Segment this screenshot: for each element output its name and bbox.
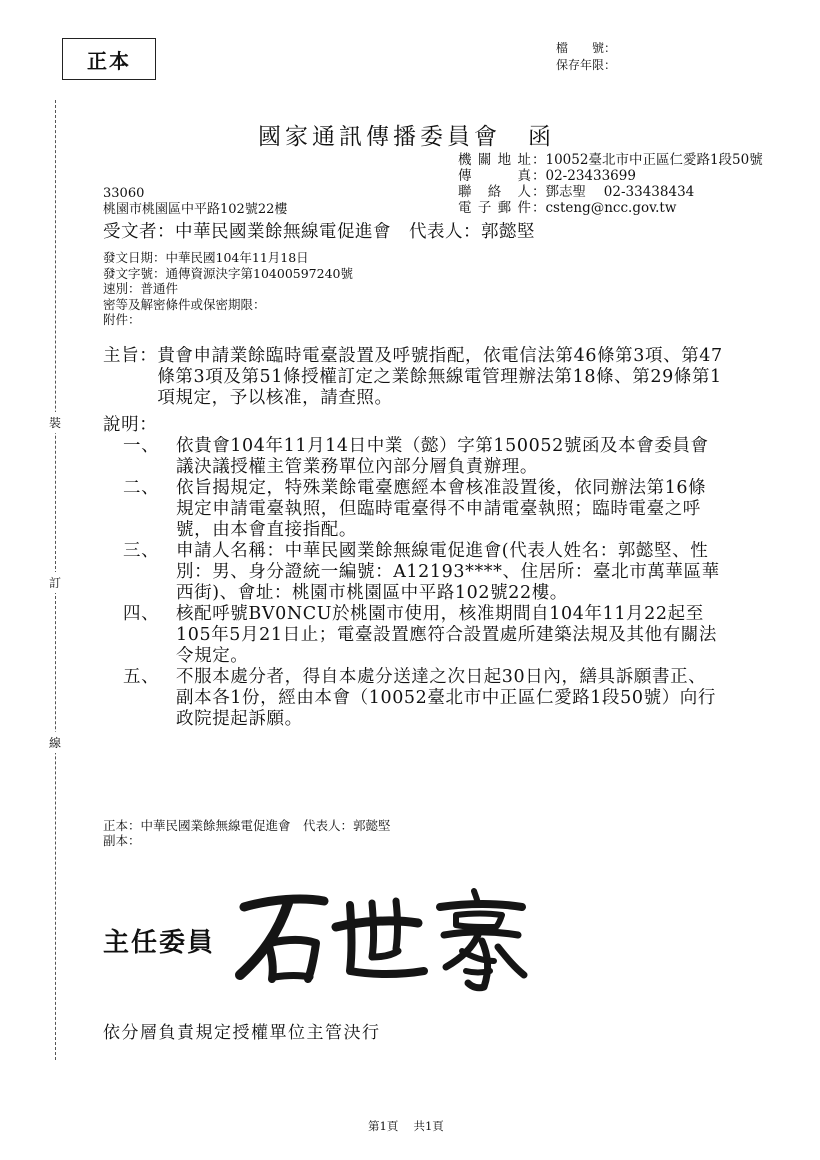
contact-person: 聯絡人 ： 鄧志聖 02-33438434 — [458, 184, 695, 200]
binding-mark-xian: 線 — [49, 732, 61, 753]
binding-mark-ding: 訂 — [49, 572, 61, 593]
address-line: 桃園市桃園區中平路102號22樓 — [103, 202, 288, 217]
explanation-item: 五、 不服本處分者，得自本處分送達之次日起30日內，繕具訴願書正、副本各1份，經由本會（10052臺北市中正區仁愛路1段50號）向行政院提起訴願。 — [123, 667, 717, 729]
explanation-items — [103, 436, 723, 730]
postal-code: 33060 — [103, 186, 145, 201]
archive-info — [556, 40, 616, 74]
classification: 密等及解密條件或保密期限： — [103, 296, 266, 312]
issue-date: 發文日期： 中華民國104年11月18日 — [103, 250, 309, 265]
attachments: 附件： — [103, 312, 141, 328]
explanation-item: 一、 依貴會104年11月14日中業（懿）字第150052號函及本會委員會議決議授權主管業務單位內部分層負責辦理。 — [123, 436, 709, 477]
carbon-copy: 副本： — [103, 833, 141, 848]
copies — [103, 818, 391, 848]
explanation-heading: 說明： — [103, 415, 158, 435]
explanation-item: 三、 申請人名稱：中華民國業餘無線電促進會(代表人姓名：郭懿堅、性別：男、身分證統一編號：A12193****、住居所：臺北市萬華區華西街)、會址：桃園市桃園區中平路102號22樓。 — [123, 541, 720, 603]
delegation-note: 依分層負責規定授權單位主管決行 — [103, 1023, 381, 1043]
explanation-item: 二、 依旨揭規定，特殊業餘電臺應經本會核准設置後，依同辦法第16條規定申請電臺執照，但臨時電臺得不申請電臺執照；臨時電臺之呼號，由本會直接指配。 — [123, 478, 707, 540]
binding-mark-zhuang: 裝 — [49, 412, 61, 433]
letter-body — [103, 346, 723, 730]
recipient: 受文者：中華民國業餘無線電促進會 代表人：郭懿堅 — [103, 222, 535, 242]
contact-address: 機關地址 ： 10052臺北市中正區仁愛路1段50號 — [458, 152, 763, 168]
subject-label: 主旨： — [103, 346, 158, 366]
urgency: 速別： 普通件 — [103, 281, 179, 297]
document-title: 國家通訊傳播委員會 函 — [258, 124, 555, 150]
agency-contact — [458, 152, 763, 216]
subject-text: 貴會申請業餘臨時電臺設置及呼號指配，依電信法第46條第3項、第47條第3項及第51條授權訂定之業餘無線電管理辦法第18條、第29條第1項規定，予以核准，請查照。 — [157, 346, 723, 408]
original-recipient: 正本： 中華民國業餘無線電促進會 代表人：郭懿堅 — [103, 818, 391, 833]
recipient-address — [103, 186, 287, 218]
subject — [103, 346, 723, 409]
retention-period: 保存年限： — [556, 58, 617, 72]
explanation-item: 四、 核配呼號BV0NCU於桃園市使用，核准期間自104年11月22起至105年5月21日止；電臺設置應符合設置處所建築法規及其他有關法令規定。 — [123, 604, 718, 666]
document-meta — [103, 250, 353, 328]
document-number: 發文字號： 通傳資源決字第10400597240號 — [103, 265, 353, 281]
signer-title: 主任委員 — [103, 928, 216, 958]
contact-email: 電子郵件 ： csteng@ncc.gov.tw — [458, 200, 677, 216]
file-number: 檔 號： — [556, 41, 617, 55]
page-number: 第1頁 共1頁 — [368, 1119, 444, 1133]
original-copy-stamp: 正本 — [62, 38, 156, 80]
signature — [232, 885, 532, 995]
contact-fax: 傳真 ： 02-23433699 — [458, 168, 636, 184]
